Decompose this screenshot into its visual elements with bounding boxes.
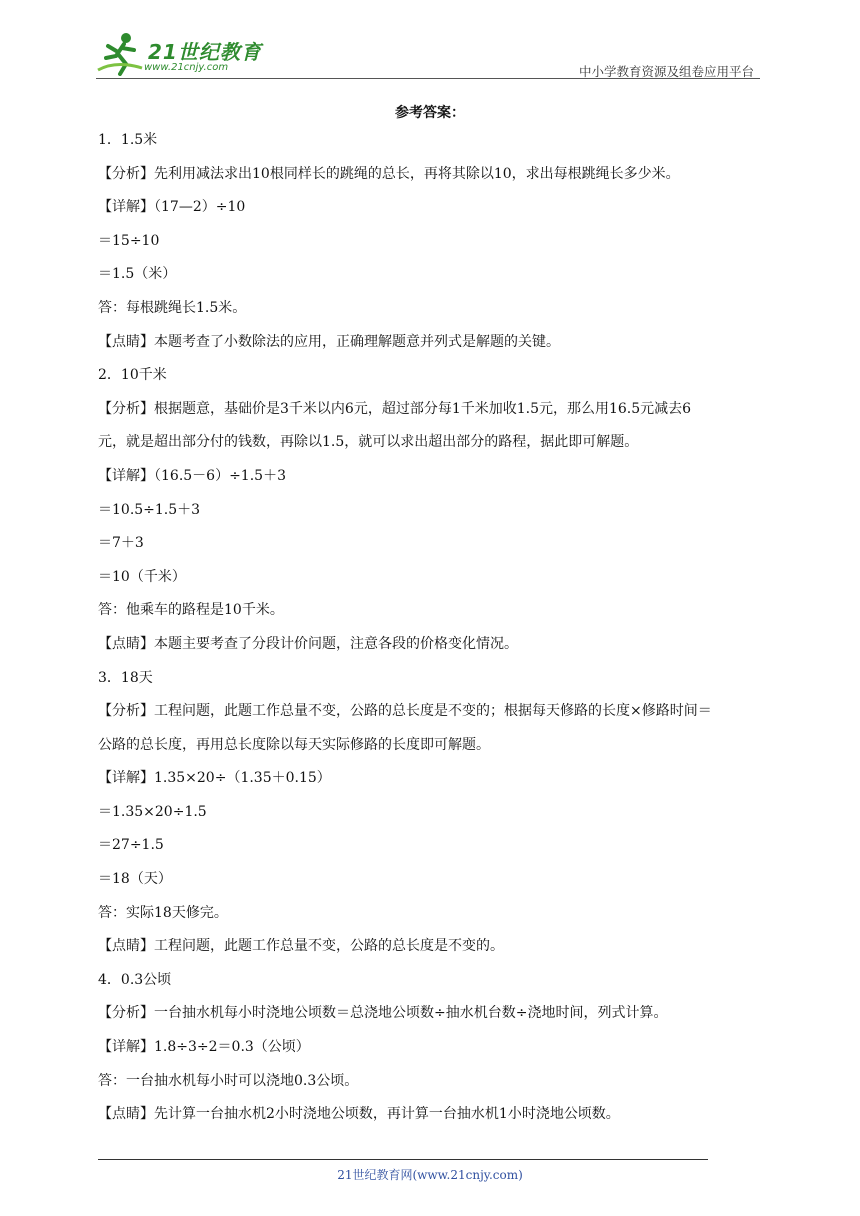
content-line: 2．10千米 <box>98 367 167 384</box>
runner-logo-icon <box>96 30 146 76</box>
content-line: 【分析】工程问题，此题工作总量不变，公路的总长度是不变的；根据每天修路的长度×修路时间＝ <box>98 703 712 720</box>
content-line: ＝15÷10 <box>98 232 160 249</box>
page-header <box>96 30 760 80</box>
content-line: ＝10.5÷1.5＋3 <box>98 501 201 518</box>
page-footer: 21世纪教育网(www.21cnjy.com) <box>337 1168 523 1182</box>
content-line: 元，就是超出部分付的钱数，再除以1.5，就可以求出超出部分的路程，据此即可解题。 <box>98 434 639 451</box>
content-line: ＝1.35×20÷1.5 <box>98 803 207 820</box>
content-line: ＝10（千米） <box>98 568 186 585</box>
content-line: 4．0.3公顷 <box>98 971 172 988</box>
content-line: 【详解】（17—2）÷10 <box>98 199 246 216</box>
header-divider <box>96 78 760 79</box>
content-line: 【点睛】本题主要考查了分段计价问题，注意各段的价格变化情况。 <box>98 635 518 652</box>
content-line: 【详解】1.35×20÷（1.35＋0.15） <box>98 770 331 787</box>
content-line: 【详解】（16.5－6）÷1.5＋3 <box>98 467 286 484</box>
footer-divider <box>98 1159 708 1160</box>
content-line: 【点睛】工程问题，此题工作总量不变，公路的总长度是不变的。 <box>98 938 504 955</box>
content-line: 【详解】1.8÷3÷2＝0.3（公顷） <box>98 1039 310 1056</box>
content-line: 【分析】根据题意，基础价是3千米以内6元，超过部分每1千米加收1.5元，那么用16.5元减去6 <box>98 400 692 417</box>
answer-content <box>98 124 766 1132</box>
content-line: ＝27÷1.5 <box>98 837 164 854</box>
content-line: 【点睛】先计算一台抽水机2小时浇地公顷数，再计算一台抽水机1小时浇地公顷数。 <box>98 1106 620 1123</box>
content-line: 1．1.5米 <box>98 132 158 148</box>
logo-url: www.21cnjy.com <box>144 62 229 73</box>
content-line: 公路的总长度，再用总长度除以每天实际修路的长度即可解题。 <box>98 736 490 753</box>
content-line: 答：他乘车的路程是10千米。 <box>98 602 284 619</box>
content-line: ＝7＋3 <box>98 535 144 552</box>
page-title: 参考答案： <box>395 105 465 121</box>
content-line: ＝18（天） <box>98 871 172 888</box>
content-line: ＝1.5（米） <box>98 266 177 283</box>
content-line: 【分析】先利用减法求出10根同样长的跳绳的总长，再将其除以10，求出每根跳绳长多少米。 <box>98 165 680 182</box>
logo-text: 21世纪教育 <box>148 40 262 64</box>
platform-text: 中小学教育资源及组卷应用平台 <box>578 64 754 79</box>
content-line: 答：每根跳绳长1.5米。 <box>98 299 247 316</box>
content-line: 【点睛】本题考查了小数除法的应用，正确理解题意并列式是解题的关键。 <box>98 333 560 350</box>
content-line: 3．18天 <box>98 669 153 686</box>
site-logo <box>96 30 266 76</box>
content-line: 答：一台抽水机每小时可以浇地0.3公顷。 <box>98 1072 359 1089</box>
content-line: 答：实际18天修完。 <box>98 904 228 921</box>
content-line: 【分析】一台抽水机每小时浇地公顷数＝总浇地公顷数÷抽水机台数÷浇地时间，列式计算。 <box>98 1005 668 1022</box>
